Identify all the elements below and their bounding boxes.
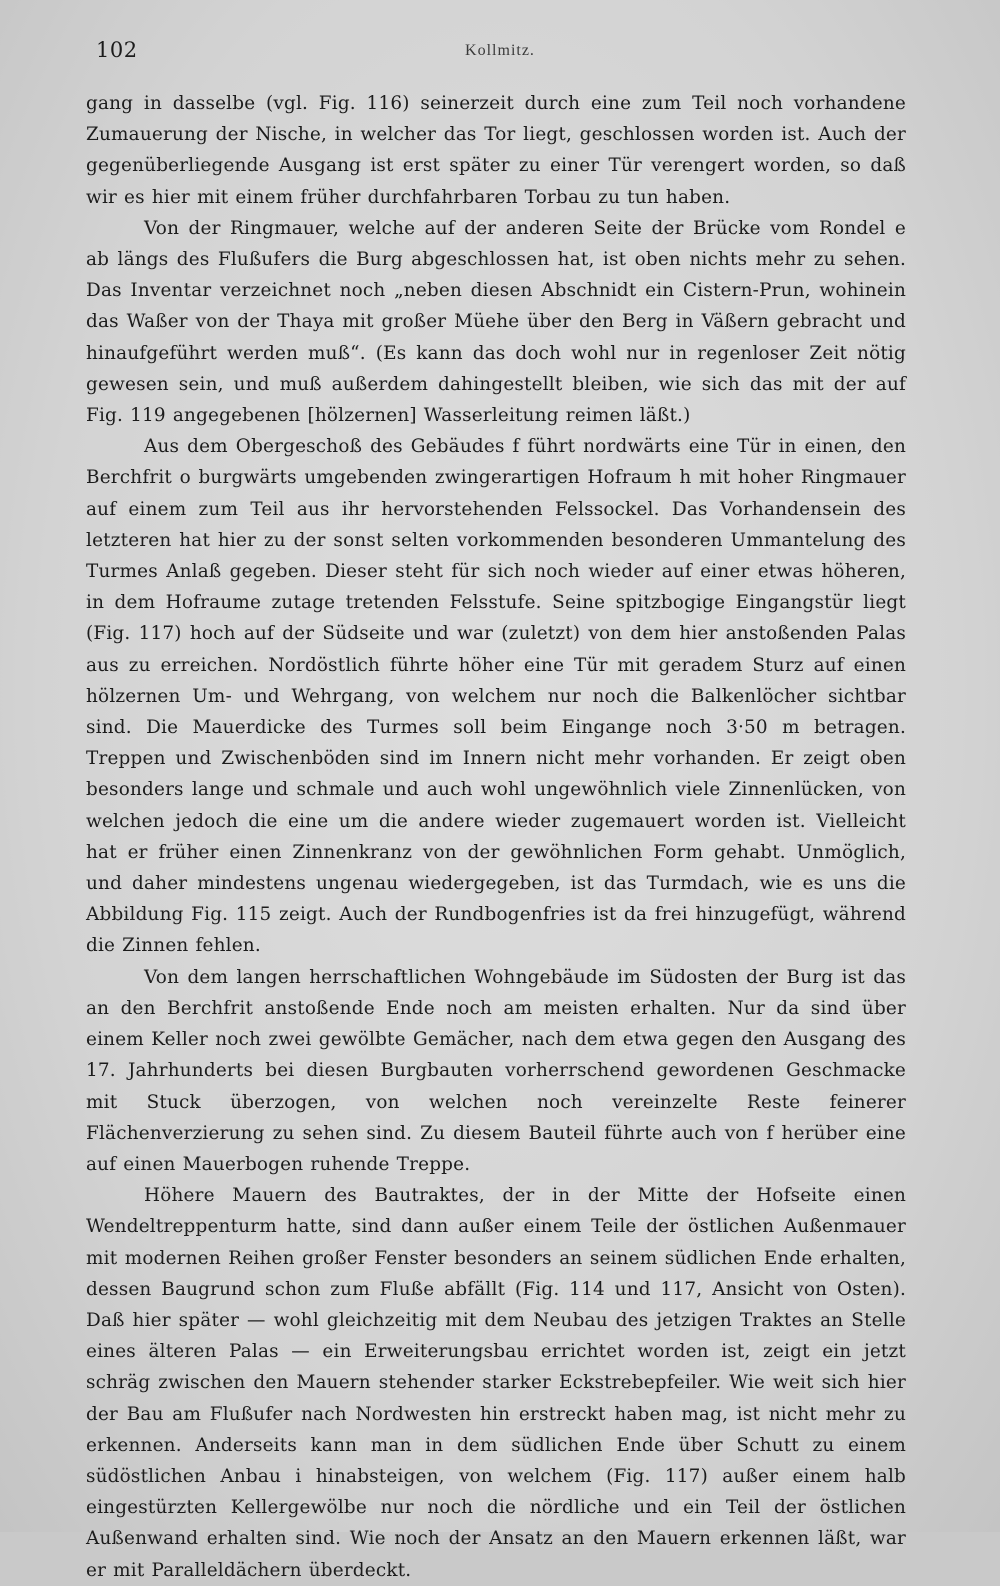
paragraph-3: Aus dem Obergeschoß des Gebäudes f führt nordwärts eine Tür in einen, den Berchfrit o burgwärts umgebenden zwingerartigen Hofraum h mit hoher Ringmauer auf einem zum Teil aus ihr hervorstehenden Felssockel. Das Vorhandensein des letzteren hat hier zu der sonst selten vorkommenden besonderen Ummantelung des Turmes Anlaß gegeben. Dieser steht für sich noch wieder auf einer etwas höheren, in dem Hofraume zutage tretenden Felsstufe. Seine spitzbogige Eingangstür liegt (Fig. 117) hoch auf der Südseite und war (zuletzt) von dem hier anstoßenden Palas aus zu erreichen. Nordöstlich führte höher eine Tür mit geradem Sturz auf einen hölzernen Um- und Wehrgang, von welchem nur noch die Balkenlöcher sichtbar sind. Die Mauerdicke des Turmes soll beim Eingange noch 3·50 m betragen. Treppen und Zwischenböden sind im Innern nicht mehr vorhanden. Er zeigt oben besonders lange und schmale und auch wohl ungewöhnlich viele Zinnenlücken, von welchen jedoch die eine um die andere wieder zugemauert worden ist. Vielleicht hat er früher einen Zinnenkranz von der gewöhnlichen Form gehabt. Unmöglich, und daher mindestens ungenau wiedergegeben, ist das Turmdach, wie es uns die Abbildung Fig. 115 zeigt. Auch der Rundbogenfries ist da frei hinzugefügt, während die Zinnen fehlen. — [86, 436, 906, 957]
paragraph-1: gang in dasselbe (vgl. Fig. 116) seinerzeit durch eine zum Teil noch vorhandene Zumauerung der Nische, in welcher das Tor liegt, geschlossen worden ist. Auch der gegenüberliegende Ausgang ist erst später zu einer Tür verengert worden, so daß wir es hier mit einem früher durchfahrbaren Torbau zu tun haben. — [86, 93, 906, 208]
running-head: Kollmitz. — [465, 42, 535, 59]
page-header — [96, 38, 904, 68]
paragraph-4: Von dem langen herrschaftlichen Wohngebäude im Südosten der Burg ist das an den Berchfrit anstoßende Ende noch am meisten erhalten. Nur da sind über einem Keller noch zwei gewölbte Gemächer, nach dem etwa gegen den Ausgang des 17. Jahrhunderts bei diesen Burgbauten vorherrschend gewordenen Geschmacke mit Stuck überzogen, von welchen noch vereinzelte Reste feinerer Flächenverzierung zu sehen sind. Zu diesem Bauteil führte auch von f herüber eine auf einen Mauerbogen ruhende Treppe. — [86, 966, 906, 1175]
paragraph-5: Höhere Mauern des Bautraktes, der in der Mitte der Hofseite einen Wendeltreppenturm hatte, sind dann außer einem Teile der östlichen Außenmauer mit modernen Reihen großer Fenster besonders an seinem südlichen Ende erhalten, dessen Baugrund schon zum Fluße abfällt (Fig. 114 und 117, Ansicht von Osten). Daß hier später — wohl gleichzeitig mit dem Neubau des jetzigen Traktes an Stelle eines älteren Palas — ein Erweiterungsbau errichtet worden ist, zeigt ein jetzt schräg zwischen den Mauern stehender starker Eckstrebepfeiler. Wie weit sich hier der Bau am Flußufer nach Nordwesten hin erstreckt haben mag, ist nicht mehr zu erkennen. Anderseits kann man in dem südlichen Ende über Schutt zu einem südöstlichen Anbau i hinabsteigen, von welchem (Fig. 117) außer einem halb eingestürzten Kellergewölbe nur noch die nördliche und ein Teil der östlichen Außenwand erhalten sind. Wie noch der Ansatz an den Mauern erkennen läßt, war er mit Paralleldächern überdeckt. — [86, 1185, 906, 1581]
page-number: 102 — [96, 38, 138, 62]
body-text — [86, 88, 906, 1586]
paragraph-2: Von der Ringmauer, welche auf der anderen Seite der Brücke vom Rondel e ab längs des Flußufers die Burg abgeschlossen hat, ist oben nichts mehr zu sehen. Das Inventar verzeichnet noch „neben diesen Abschnidt ein Cistern-Prun, wohinein das Waßer von der Thaya mit großer Müehe über den Berg in Väßern gebracht und hinaufgeführt werden muß“. (Es kann das doch wohl nur in regenloser Zeit nötig gewesen sein, und muß außerdem dahingestellt bleiben, wie sich das mit der auf Fig. 119 angegebenen [hölzernen] Wasserleitung reimen läßt.) — [86, 217, 906, 427]
